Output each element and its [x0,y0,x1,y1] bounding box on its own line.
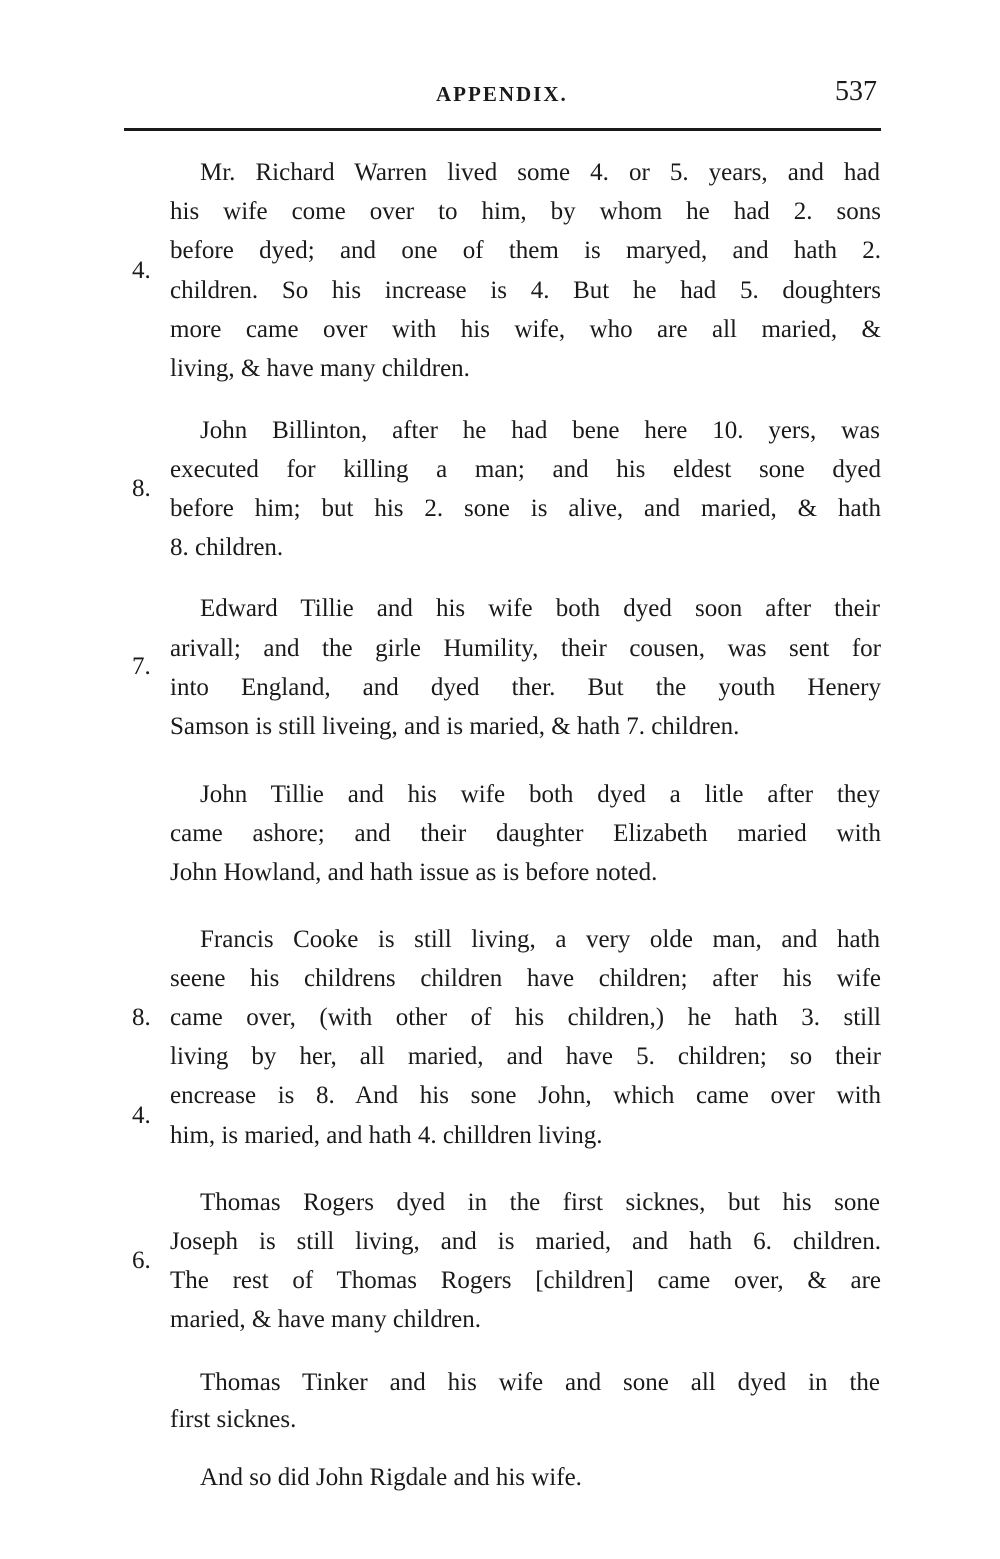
running-head: APPENDIX. [436,82,568,106]
margin-number: 4. [132,257,151,284]
page-number: 537 [835,76,877,107]
text-line: more came over with his wife, who are all maried, & [170,316,881,343]
text-line: his wife come over to him, by whom he had 2. sons [170,198,881,225]
text-line: first sicknes. [170,1406,297,1433]
text-line: Thomas Rogers dyed in the first sicknes, but his sone [200,1189,880,1216]
text-line: John Billinton, after he had bene here 10. yers, was [200,417,880,444]
text-line: seene his childrens children have children; after his wife [170,965,881,992]
header-rule [124,128,881,131]
text-line: Francis Cooke is still living, a very olde man, and hath [200,926,880,953]
text-line: 8. children. [170,534,284,561]
text-line: John Tillie and his wife both dyed a litle after they [200,781,880,808]
text-line: came ashore; and their daughter Elizabeth maried with [170,820,881,847]
text-line: living, & have many children. [170,355,470,382]
text-line: Edward Tillie and his wife both dyed soon after their [200,595,880,622]
text-line: Joseph is still living, and is maried, and hath 6. children. [170,1228,881,1255]
text-line: him, is maried, and hath 4. chilldren living. [170,1122,603,1149]
margin-number: 6. [132,1247,151,1274]
margin-number: 8. [132,1004,151,1031]
text-line: executed for killing a man; and his eldest sone dyed [170,456,881,483]
text-line: maried, & have many children. [170,1306,481,1333]
margin-number: 8. [132,475,151,502]
text-line: Mr. Richard Warren lived some 4. or 5. years, and had [200,159,880,186]
text-line: And so did John Rigdale and his wife. [200,1464,582,1491]
text-line: Samson is still liveing, and is maried, & hath 7. children. [170,713,740,740]
text-line: came over, (with other of his children,) he hath 3. still [170,1004,881,1031]
text-line: before him; but his 2. sone is alive, and maried, & hath [170,495,881,522]
text-line: before dyed; and one of them is maryed, and hath 2. [170,237,881,264]
text-line: into England, and dyed ther. But the youth Henery [170,674,881,701]
text-line: encrease is 8. And his sone John, which came over with [170,1082,881,1109]
text-line: arivall; and the girle Humility, their cousen, was sent for [170,635,881,662]
text-line: The rest of Thomas Rogers [children] came over, & are [170,1267,881,1294]
text-line: living by her, all maried, and have 5. children; so their [170,1043,881,1070]
margin-number: 4. [132,1102,151,1129]
margin-number: 7. [132,653,151,680]
text-line: children. So his increase is 4. But he had 5. doughters [170,277,881,304]
text-line: Thomas Tinker and his wife and sone all dyed in the [200,1369,880,1396]
text-line: John Howland, and hath issue as is before noted. [170,859,658,886]
